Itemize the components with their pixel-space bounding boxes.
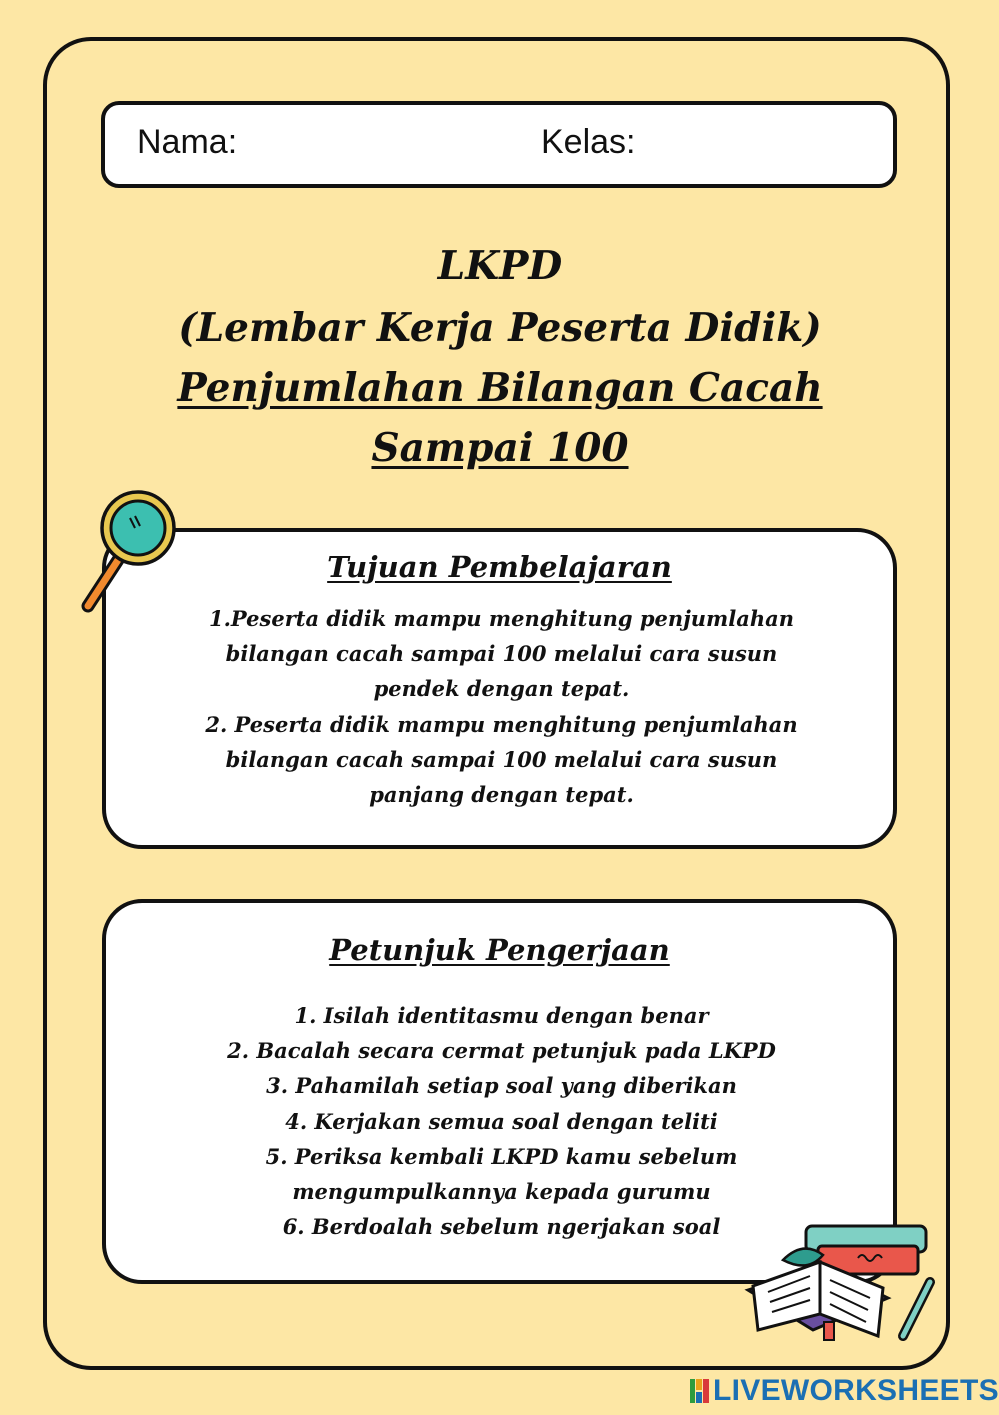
name-label: Nama: (137, 123, 238, 161)
instructions-heading: Petunjuk Pengerjaan (329, 933, 670, 967)
objective-2-line-1: 2. Peserta didik mampu menghitung penjumlahan (205, 711, 798, 737)
instruction-line-4: 4. Kerjakan semua soal dengan teliti (285, 1108, 718, 1134)
objective-item-2 (126, 707, 877, 813)
watermark (690, 1374, 999, 1408)
liveworksheets-logo-icon (690, 1377, 710, 1405)
objective-1-line-1: Peserta didik mampu menghitung penjumlahan (230, 606, 795, 631)
instruction-line-1: 1. Isilah identitasmu dengan benar (294, 1003, 709, 1028)
title-line-3: Penjumlahan Bilangan Cacah (177, 365, 823, 411)
title-line-4: Sampai 100 (371, 425, 629, 471)
instruction-line-3: 3. Pahamilah setiap soal yang diberikan (266, 1073, 737, 1099)
objective-2-line-3: panjang dengan tepat. (369, 782, 634, 808)
books-icon (738, 1218, 938, 1348)
objective-1-line-3: pendek dengan tepat. (373, 676, 630, 702)
objectives-card (102, 528, 897, 849)
objective-1-line-2: bilangan cacah sampai 100 melalui cara susun (225, 641, 778, 667)
identity-box (101, 101, 897, 188)
magnifier-icon (78, 488, 188, 616)
instruction-line-6: mengumpulkannya kepada gurumu (292, 1179, 711, 1205)
instruction-line-5: 5. Periksa kembali LKPD kamu sebelum (265, 1143, 738, 1169)
instruction-line-7: 6. Berdoalah sebelum ngerjakan soal (282, 1214, 721, 1240)
instruction-line-2: 2. Bacalah secara cermat petunjuk pada LKPD (227, 1038, 776, 1064)
objective-number-1: 1. (208, 606, 231, 631)
title-line-2: (Lembar Kerja Peserta Didik) (178, 305, 822, 351)
title-line-1: LKPD (437, 243, 563, 289)
objectives-list (126, 601, 877, 812)
objective-item-1 (126, 601, 877, 707)
instructions-list (126, 998, 877, 1244)
watermark-text: LIVEWORKSHEETS (713, 1374, 999, 1407)
class-label: Kelas: (541, 123, 636, 161)
objectives-heading: Tujuan Pembelajaran (327, 550, 672, 584)
objective-2-line-2: bilangan cacah sampai 100 melalui cara susun (225, 746, 778, 772)
